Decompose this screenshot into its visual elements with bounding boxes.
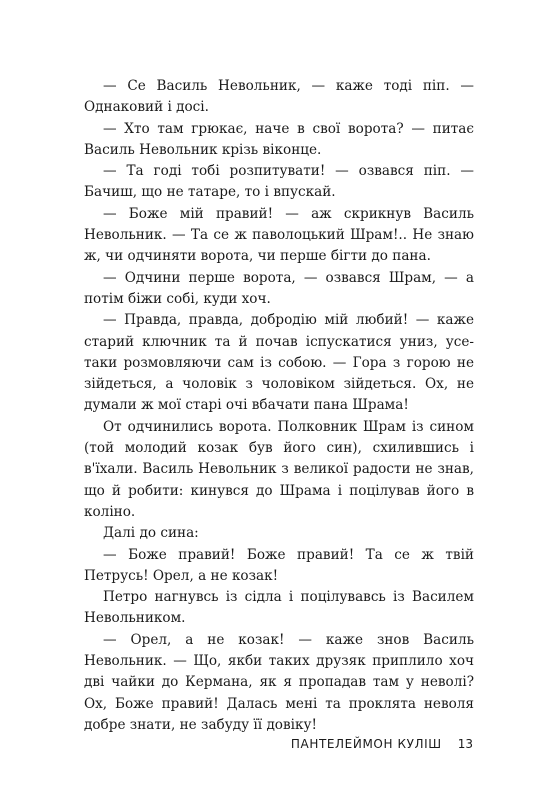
paragraph: — Одчини перше ворота, — озвався Шрам, — а потім біжи собі, куди хоч. <box>84 269 474 307</box>
paragraph: — Та годі тобі розпитувати! — озвався піп. — Бачиш, що не татаре, то і впускай. <box>84 163 474 201</box>
paragraph: — Орел, а не козак! — каже знов Василь Невольник. — Що, якби таких друзяк приплило хоч дві чайки до Кермана, як я пропадав там у неволі? Ох, Боже правий! Далась мені та проклята неволя добре знати, не забуду її довіку! <box>84 631 474 733</box>
paragraph: Далі до сина: <box>103 525 199 542</box>
paragraph: — Боже правий! Боже правий! Та се ж твій Петрусь! Орел, а не козак! <box>84 546 474 584</box>
paragraph: — Се Василь Невольник, — каже тоді піп. — Однаковий і досі. <box>84 78 474 116</box>
paragraph: — Хто там грюкає, наче в свої ворота? — питає Василь Невольник крізь віконце. <box>84 120 474 158</box>
page-number: 13 <box>457 737 473 751</box>
footer-author: ПАНТЕЛЕЙМОН КУЛІШ <box>290 737 442 751</box>
paragraph: Петро нагнувсь із сідла і поцілувавсь із Василем Невольником. <box>84 589 474 627</box>
paragraph: — Боже мій правий! — аж скрикнув Василь Невольник. — Та се ж паволоцький Шрам!.. Не знаю ж, чи одчиняти ворота, чи перше бігти до пана. <box>84 205 474 265</box>
paragraph: — Правда, правда, добродію мій любий! — каже старий ключник та й почав іспускатися униз, усе-таки розмовляючи сам із собою. — Гора з горою не зійдеться, а чоловік з чоловіком зійдеться. Ох, не думали ж мої старі очі вбачати пана Шрама! <box>84 312 474 414</box>
page-body <box>84 76 474 736</box>
paragraph: От одчинились ворота. Полковник Шрам із сином (той молодий козак був його син), схилившись і в'їхали. Василь Невольник з великої радости не знав, що й робити: кинувся до Шрама і поцілував його в коліно. <box>84 418 474 520</box>
running-footer <box>291 737 473 751</box>
